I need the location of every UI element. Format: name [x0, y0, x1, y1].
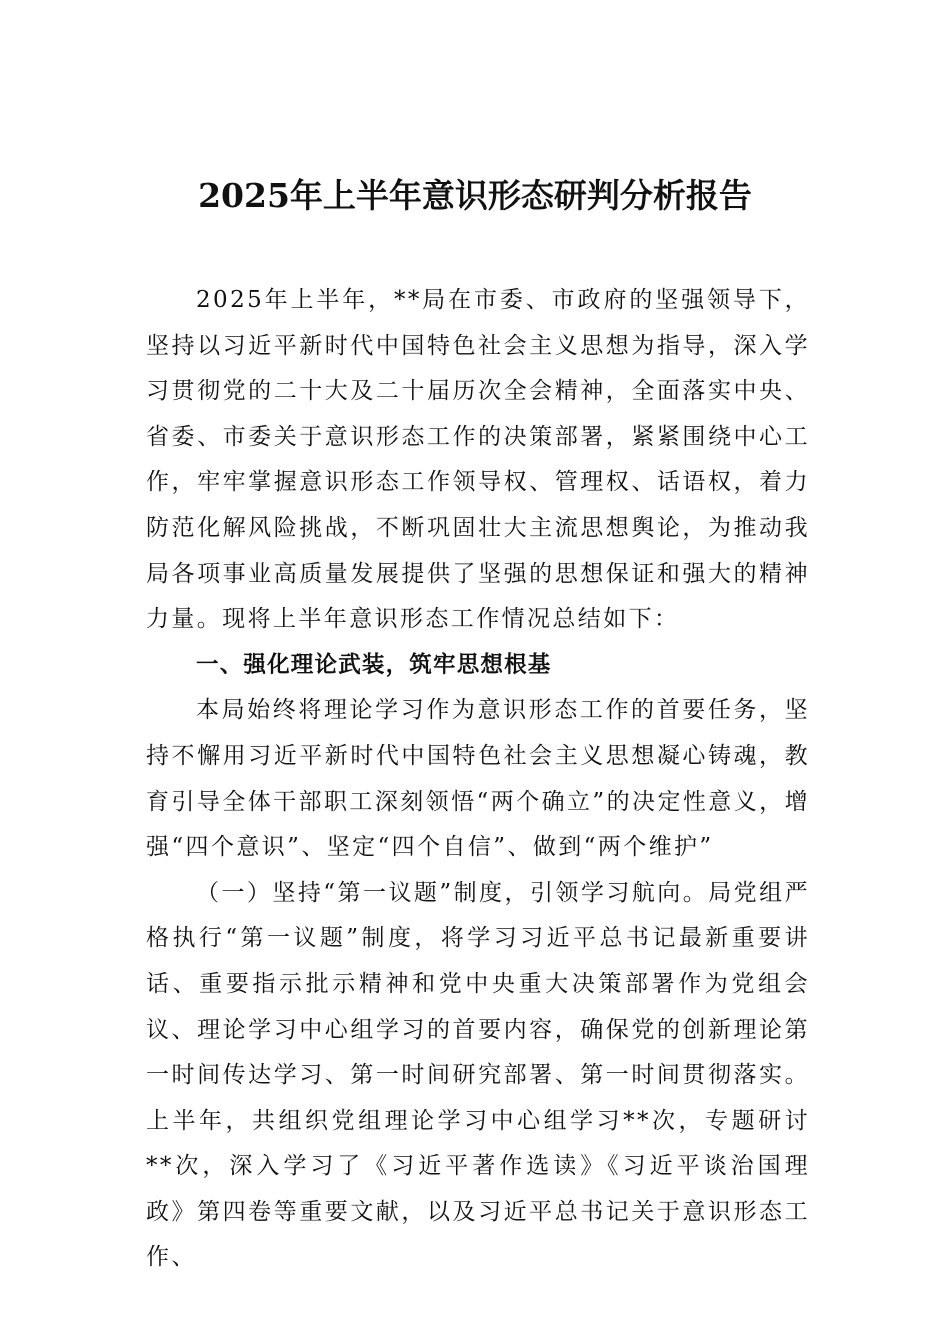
subsection-1-text: 局党组严格执行“第一议题”制度，将学习习近平总书记最新重要讲话、重要指示批示精神和党中央重大决策部署作为党组会议、理论学习中心组学习的首要内容，确保党的创新理论第一时间传达学习、第一时间研究部署、第一时间贯彻落实。上半年，共组织党组理论学习中心组学习**次，专题研讨**次，深入学习了《习近平著作选读》《习近平谈治国理政》第四卷等重要文献，以及习近平总书记关于意识形态工作、: [146, 879, 810, 1271]
subsection-1-lead: （一）坚持“第一议题”制度，引领学习航向。: [196, 879, 709, 906]
document-title: 2025年上半年意识形态研判分析报告: [198, 176, 752, 215]
section-1-paragraph: 本局始终将理论学习作为意识形态工作的首要任务，坚持不懈用习近平新时代中国特色社会主义思想凝心铸魂，教育引导全体干部职工深刻领悟“两个确立”的决定性意义，增强“四个意识”、坚定“四个自信”、做到“两个维护”: [146, 697, 810, 861]
document-body: [146, 278, 810, 1281]
subsection-1-paragraph: [146, 871, 810, 1281]
section-1-heading: 一、强化理论武装，筑牢思想根基: [196, 651, 552, 678]
intro-paragraph: 2025年上半年，**局在市委、市政府的坚强领导下，坚持以习近平新时代中国特色社会主义思想为指导，深入学习贯彻党的二十大及二十届历次全会精神，全面落实中央、省委、市委关于意识形态工作的决策部署，紧紧围绕中心工作，牢牢掌握意识形态工作领导权、管理权、话语权，着力防范化解风险挑战，不断巩固壮大主流思想舆论，为推动我局各项事业高质量发展提供了坚强的思想保证和强大的精神力量。现将上半年意识形态工作情况总结如下：: [146, 287, 810, 633]
